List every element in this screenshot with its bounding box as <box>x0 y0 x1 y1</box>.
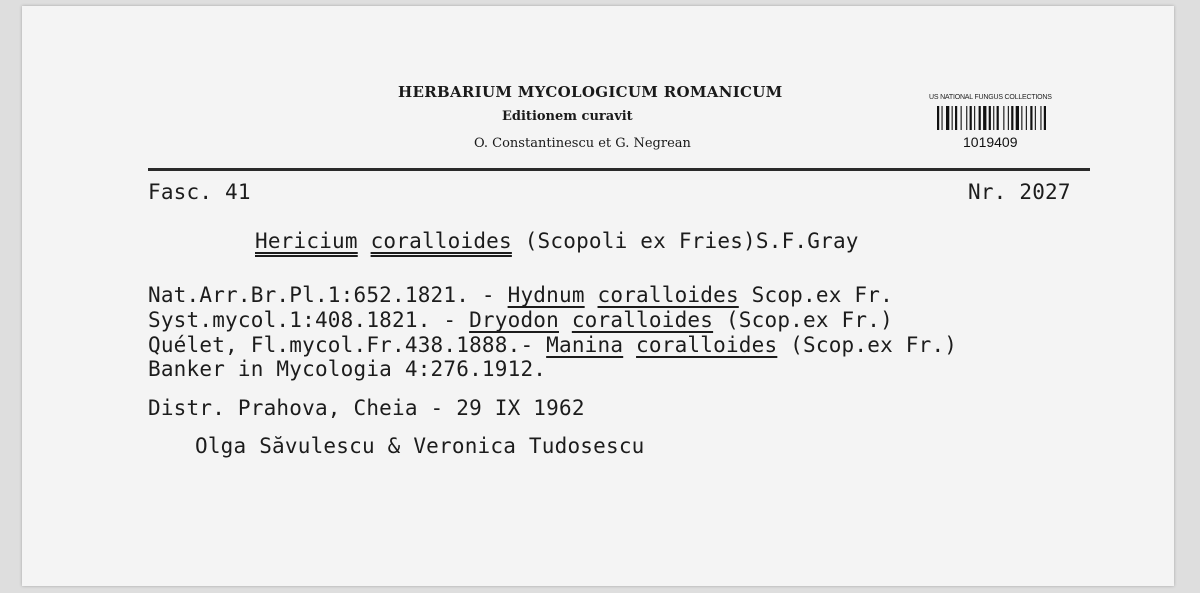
herbarium-editors: O. Constantinescu et G. Negrean <box>474 136 691 151</box>
barcode-bar <box>989 106 991 130</box>
synonym-genus: Manina <box>546 333 624 357</box>
barcode-bar <box>1026 106 1027 130</box>
barcode-bar <box>1035 106 1036 130</box>
barcode-bar <box>970 106 972 130</box>
barcode-bar <box>937 106 939 130</box>
barcode-bar <box>1016 106 1019 130</box>
synonym-authority: Scop.ex Fr. <box>738 283 893 307</box>
exsiccata-number: Nr. 2027 <box>968 180 1071 204</box>
barcode-bar <box>1021 106 1022 130</box>
barcode-bar <box>1008 106 1009 130</box>
barcode-bar <box>974 106 975 130</box>
genus-name: Hericium <box>255 229 358 253</box>
synonym-authority: (Scop.ex Fr.) <box>713 308 893 332</box>
species-epithet: coralloides <box>370 229 512 253</box>
barcode-bar <box>961 106 962 130</box>
synonym-citation-tail: Banker in Mycologia 4:276.1912. <box>148 357 547 381</box>
barcode-bar <box>946 106 949 130</box>
fascicle-number: Fasc. 41 <box>148 180 251 204</box>
synonym-citation: Quélet, Fl.mycol.Fr.438.1888.- <box>148 333 547 357</box>
synonym-line <box>148 333 957 357</box>
synonym-line <box>148 308 893 332</box>
barcode-sticker <box>925 90 1073 154</box>
herbarium-title: HERBARIUM MYCOLOGICUM ROMANICUM <box>398 83 783 101</box>
synonym-genus: Hydnum <box>507 283 585 307</box>
barcode-bar <box>1044 106 1046 130</box>
synonym-species: coralloides <box>636 333 778 357</box>
locality-date: Distr. Prahova, Cheia - 29 IX 1962 <box>148 396 585 420</box>
barcode-bar <box>997 106 999 130</box>
synonym-species: coralloides <box>571 308 714 332</box>
barcode-bar <box>1003 106 1004 130</box>
synonym-citation: Nat.Arr.Br.Pl.1:652.1821. - <box>148 283 508 307</box>
barcode-bar <box>955 106 957 130</box>
barcode-number: 1019409 <box>963 134 1018 150</box>
barcode-caption: US NATIONAL FUNGUS COLLECTIONS <box>929 94 1052 101</box>
divider-rule <box>148 168 1090 171</box>
barcode-bar <box>942 106 943 130</box>
barcode-bar <box>952 106 953 130</box>
synonym-species: coralloides <box>597 283 739 307</box>
barcode-bar <box>983 106 986 130</box>
barcode-bar <box>966 106 967 130</box>
synonym-citation: Syst.mycol.1:408.1821. - <box>148 308 470 332</box>
synonym-authority: (Scop.ex Fr.) <box>777 333 958 357</box>
synonym-genus: Dryodon <box>469 308 559 332</box>
barcode-bar <box>1011 106 1013 130</box>
herbarium-subtitle: Editionem curavit <box>502 109 633 124</box>
barcode-bar <box>993 106 994 130</box>
authority: (Scopoli ex Fries)S.F.Gray <box>524 229 859 253</box>
synonym-line <box>148 283 893 307</box>
barcode-bar <box>1030 106 1032 130</box>
collectors: Olga Săvulescu & Veronica Tudosescu <box>195 434 645 458</box>
species-name <box>255 229 859 253</box>
barcode-bar <box>979 106 981 130</box>
barcode-bar <box>1040 106 1041 130</box>
